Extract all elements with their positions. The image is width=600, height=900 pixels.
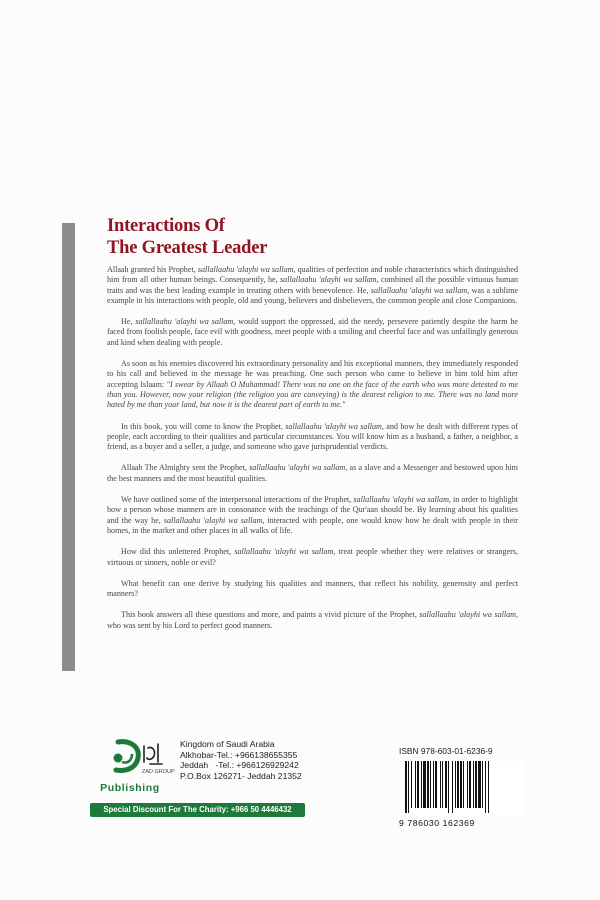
blurb-italic-run: sallallaahu 'alayhi wa sallam [419, 610, 516, 620]
blurb-text-run: , treat people whether they were relatives or strangers, virtuous or sinners, noble or evil? [107, 547, 518, 567]
zad-group-label: ZAD GROUP [142, 769, 175, 775]
barcode-bar [475, 761, 477, 808]
barcode-bar [452, 761, 453, 813]
barcode-bar [478, 761, 481, 808]
barcode-bar [405, 761, 407, 813]
blurb-text-run: , in order to highlight how a person whose manners are in consonance with the teachings of the Qur'aan should be. By learning about his qualities and the way he, [107, 495, 518, 525]
barcode-bar [430, 761, 431, 808]
blurb-text-run: As soon as his enemies discovered his extraordinary personality and his exceptional manners, they immediately responded to his call and believed in the message he was preaching. One such person who came to believe in him told him after accepting Islaam: [107, 359, 518, 389]
barcode-bar [427, 761, 429, 808]
address-line-alkhobar: Alkhobar-Tel.: +966138655355 [180, 749, 298, 760]
blurb-text-run: We have outlined some of the interpersonal interactions of the Prophet, [121, 495, 354, 505]
blurb-text-run: This book answers all these questions and more, and paints a vivid picture of the Prophet, [121, 610, 420, 620]
barcode-bar [457, 761, 459, 808]
address-line-jeddah: Jeddah -Tel.: +966126929242 [180, 760, 299, 771]
blurb-text-run: , would support the oppressed, aid the needy, persevere patiently despite the harm he faced from foolish people, face evil with goodness, meet people with a smiling and cheerful face and was unfailingly generous and kind when dealing with people. [107, 317, 518, 347]
barcode-bar [440, 761, 441, 808]
barcode-bar [421, 761, 422, 808]
barcode-bar [485, 761, 486, 813]
blurb-text-run: , qualities of perfection and noble characteristics which distinguished him from all other human beings. Consequently, he, [107, 265, 518, 285]
barcode-digits: 9 786030 162369 [399, 818, 475, 828]
blurb-text-run: Allaah The Almighty sent the Prophet, [121, 463, 250, 473]
blurb-paragraph [107, 610, 518, 631]
barcode-bar [423, 761, 426, 808]
blurb-text-run: , was a sublime example in his interactions with people, old and young, believers and disbelievers, the common people and close Companions. [107, 285, 518, 305]
blurb-italic-run: sallallaahu 'alayhi wa sallam [370, 285, 468, 295]
publisher-address [180, 739, 302, 782]
barcode-bar [460, 761, 462, 808]
sidebar-accent-bar [62, 223, 75, 671]
barcode-bar [433, 761, 434, 808]
barcode-bar [488, 761, 489, 813]
barcode-bar [467, 761, 468, 808]
barcode-bar [482, 761, 483, 808]
barcode-bar [448, 761, 449, 813]
isbn-barcode [399, 761, 523, 828]
blurb-text-run: He, [121, 317, 136, 327]
blurb-paragraph [107, 265, 518, 306]
blurb-text-run: , and how he dealt with different types of people, each according to their qualities and particular circumstances. You will know him as a husband, a father, a neighbor, a friend, as a buyer and a seller, a judge, and someone who gave jurisprudential verdicts. [107, 421, 518, 452]
address-line-country: Kingdom of Saudi Arabia [180, 739, 275, 749]
barcode-bar [408, 761, 409, 813]
blurb-italic-run: sallallaahu 'alayhi wa sallam [197, 265, 294, 274]
blurb-text-run: , who was sent by his Lord to perfect good manners. [107, 610, 518, 630]
barcode-bar [417, 761, 419, 808]
barcode-bar [442, 761, 443, 808]
blurb-text-run: In this book, you will come to know the Prophet, [121, 421, 286, 431]
blurb-text-run: How did this unlettered Prophet, [121, 547, 235, 557]
book-title-line-1: Interactions Of [107, 216, 225, 236]
publishing-label: Publishing [100, 782, 160, 794]
barcode-bar [463, 761, 464, 808]
publisher-logo [90, 738, 175, 796]
blurb-paragraph [107, 422, 518, 453]
blurb-paragraph [107, 579, 518, 600]
blurb-text-run: What benefit can one derive by studying his qualities and manners, that reflect his nobility, generosity and perfect manners? [107, 578, 518, 599]
blurb-paragraph [107, 495, 518, 536]
book-title-line-2: The Greatest Leader [107, 238, 268, 258]
blurb-text-run: Allaah granted his Prophet, [107, 265, 198, 274]
footer [90, 736, 530, 831]
barcode-icon [403, 761, 523, 816]
isbn-label: ISBN 978-603-01-6236-9 [399, 746, 493, 756]
barcode-bar [469, 761, 471, 808]
book-title [107, 215, 267, 259]
blurb-italic-run: sallallaahu 'alayhi wa sallam [280, 275, 377, 285]
blurb-italic-run: sallallaahu 'alayhi wa sallam [234, 547, 334, 557]
barcode-bar [435, 761, 437, 808]
barcode-bar [445, 761, 447, 808]
blurb-text [107, 265, 518, 642]
zad-logo-icon [92, 738, 175, 776]
blurb-italic-run: sallallaahu 'alayhi wa sallam [135, 317, 234, 327]
address-line-pobox: P.O.Box 126271- Jeddah 21352 [180, 771, 302, 782]
blurb-text-run: , as a slave and a Messenger and bestowed upon him the best manners and the most beautiful qualities. [107, 463, 518, 483]
blurb-paragraph [107, 359, 518, 410]
blurb-paragraph [107, 317, 518, 348]
blurb-text-run: , interacted with people, one would know how he dealt with people in their homes, in the market and other places in all walks of life. [107, 515, 518, 535]
blurb-italic-run: sallallaahu 'alayhi wa sallam [285, 421, 382, 431]
barcode-bar [411, 761, 412, 808]
barcode-bar [473, 761, 474, 808]
barcode-bar [415, 761, 416, 808]
blurb-italic-run: sallallaahu 'alayhi wa sallam [249, 463, 346, 473]
blurb-italic-run: "I swear by Allaah O Muhammad! There was no one on the face of the earth who was more detested to me than you. However, now your religion (the religion you are conveying) is the dearest religion to me. There was no land more hated by me than your land, but now it is the dearest part of earth to me." [107, 379, 518, 410]
blurb-paragraph [107, 463, 518, 484]
blurb-italic-run: sallallaahu 'alayhi wa sallam [163, 515, 263, 525]
blurb-italic-run: sallallaahu 'alayhi wa sallam [353, 495, 449, 505]
blurb-paragraph [107, 547, 518, 568]
charity-discount-banner: Special Discount For The Charity: +966 50 4446432 [90, 803, 305, 817]
blurb-text-run: , combined all the possible virtuous human traits and was the best leading example in treating others with benevolence. He, [107, 275, 518, 295]
barcode-bar [455, 761, 456, 808]
